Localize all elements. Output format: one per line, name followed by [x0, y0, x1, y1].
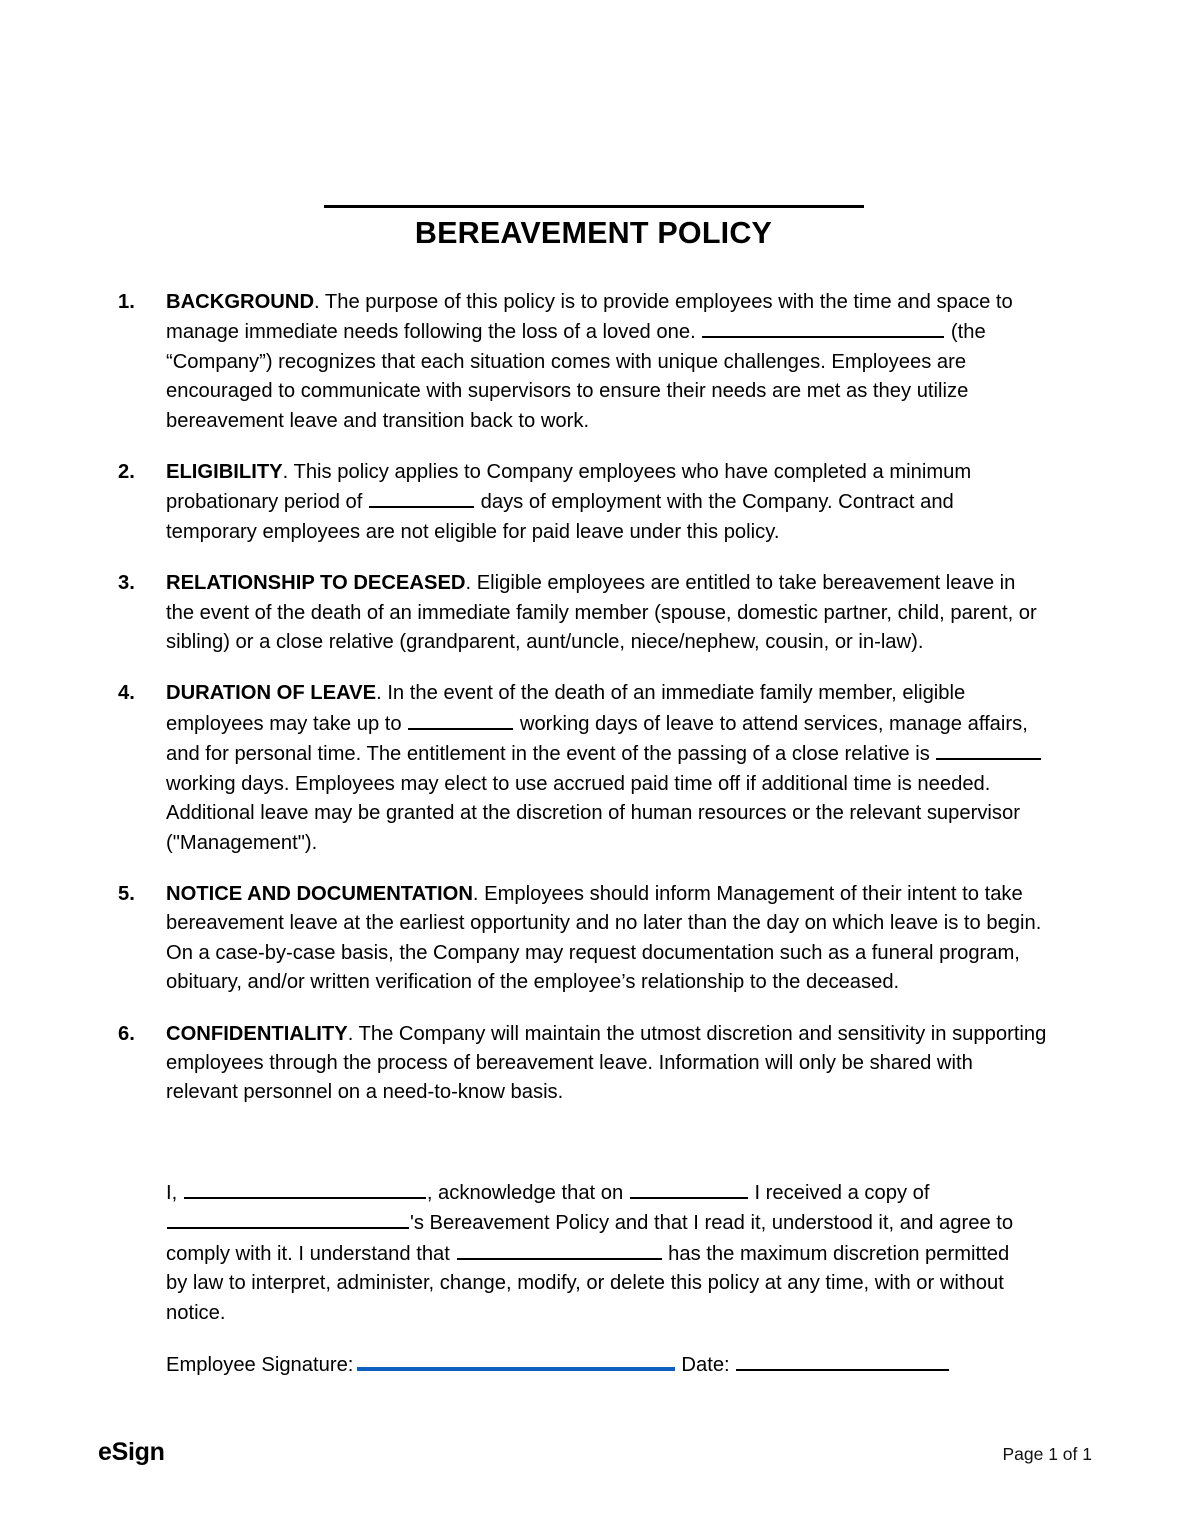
- employee-signature-field[interactable]: [357, 1348, 675, 1371]
- section-number: 1.: [118, 291, 135, 313]
- section-text: [166, 572, 1037, 653]
- date-label: Date:: [681, 1354, 730, 1376]
- section-text: [166, 682, 1042, 853]
- employee-name-blank[interactable]: [184, 1178, 426, 1199]
- section-background: [118, 288, 1048, 436]
- section-text-part-1: . This policy applies to Company employees who have completed a minimum probationary period of: [166, 461, 972, 514]
- section-eligibility: [118, 458, 1048, 547]
- ack-text-5: has the maximum discretion permitted by law to interpret, administer, change, modify, or delete this policy at any time, with or without notice.: [166, 1242, 1010, 1324]
- section-text: [166, 883, 1041, 993]
- section-number: 3.: [118, 572, 135, 595]
- page-title: BEREAVEMENT POLICY: [414, 216, 773, 250]
- page-footer: [98, 1438, 1092, 1467]
- signature-date-field[interactable]: [736, 1350, 949, 1371]
- title-divider-rule: [324, 205, 864, 208]
- section-text-part-2: (the “Company”) recognizes that each situation comes with unique challenges. Employees are encouraged to communicate with supervisors to ensure their needs are met as they utilize bereavement leave and transition back to work.: [166, 321, 986, 432]
- ack-text-4: 's Bereavement Policy and that I read it, understood it, and agree to comply with it. I understand that: [166, 1212, 1014, 1265]
- signature-row: [166, 1348, 1046, 1379]
- section-confidentiality: [118, 1020, 1048, 1108]
- section-text: [166, 461, 971, 543]
- section-text: [166, 291, 1013, 432]
- section-heading: DURATION OF LEAVE: [166, 682, 377, 705]
- section-text-part-1: . In the event of the death of an immediate family member, eligible employees may take up to: [166, 682, 966, 735]
- section-text-part-3: working days. Employees may elect to use accrued paid time off if additional time is needed. Additional leave may be granted at the discretion of human resources or the relevant supervisor ("Management").: [166, 772, 1020, 854]
- section-text-part-2: working days of leave to attend services, manage affairs, and for personal time. The entitlement in the event of the passing of a close relative is: [166, 712, 1028, 766]
- receipt-date-blank[interactable]: [630, 1178, 748, 1199]
- probation-days-blank[interactable]: [369, 487, 474, 508]
- section-heading: BACKGROUND: [166, 291, 315, 313]
- esign-brand-logo: eSign: [98, 1438, 165, 1466]
- title-block: [0, 205, 1187, 250]
- section-heading: RELATIONSHIP TO DECEASED: [166, 572, 466, 595]
- section-text-part-1: . The Company will maintain the utmost discretion and sensitivity in supporting employees through the process of bereavement leave. Information will only be shared with relevant personnel on a need-to-know basis.: [166, 1022, 1047, 1104]
- page-number-label: Page 1 of 1: [1002, 1444, 1092, 1464]
- section-notice-and-documentation: [118, 880, 1048, 998]
- section-heading: NOTICE AND DOCUMENTATION: [166, 882, 473, 905]
- company-name-blank[interactable]: [702, 317, 944, 338]
- ack-text-1: I,: [166, 1182, 183, 1204]
- policy-sections: [118, 288, 1048, 1130]
- section-relationship-to-deceased: [118, 569, 1048, 657]
- section-duration-of-leave: [118, 679, 1048, 857]
- section-text: [166, 1023, 1046, 1104]
- employee-signature-label: Employee Signature:: [166, 1354, 354, 1376]
- section-text-part-1: . Employees should inform Management of their intent to take bereavement leave at the earliest opportunity and no later than the day on which leave is to begin. On a case-by-case basis, the Company may request documentation such as a funeral program, obituary, and/or written verification of the employee’s relationship to the deceased.: [166, 882, 1042, 994]
- ack-text-3: I received a copy of: [748, 1182, 930, 1204]
- section-number: 5.: [118, 882, 135, 905]
- close-relative-days-blank[interactable]: [936, 739, 1041, 760]
- section-number: 2.: [118, 461, 135, 484]
- section-text-part-1: . Eligible employees are entitled to take bereavement leave in the event of the death of an immediate family member (spouse, domestic partner, child, parent, or sibling) or a close relative (grandparent, aunt/uncle, niece/nephew, cousin, or in-law).: [166, 572, 1037, 654]
- section-heading: ELIGIBILITY: [166, 461, 283, 484]
- section-text-part-1: . The purpose of this policy is to provide employees with the time and space to manage immediate needs following the loss of a loved one.: [166, 291, 1013, 344]
- section-number: 6.: [118, 1022, 135, 1045]
- company-name-blank-2[interactable]: [167, 1208, 409, 1229]
- company-name-blank-3[interactable]: [457, 1239, 662, 1260]
- ack-text-2: , acknowledge that on: [426, 1182, 629, 1204]
- section-number: 4.: [118, 682, 135, 705]
- acknowledgment-paragraph: [166, 1178, 1031, 1328]
- section-text-part-2: days of employment with the Company. Contract and temporary employees are not eligible for paid leave under this policy.: [166, 491, 954, 543]
- section-heading: CONFIDENTIALITY: [166, 1022, 348, 1045]
- immediate-family-days-blank[interactable]: [408, 709, 513, 730]
